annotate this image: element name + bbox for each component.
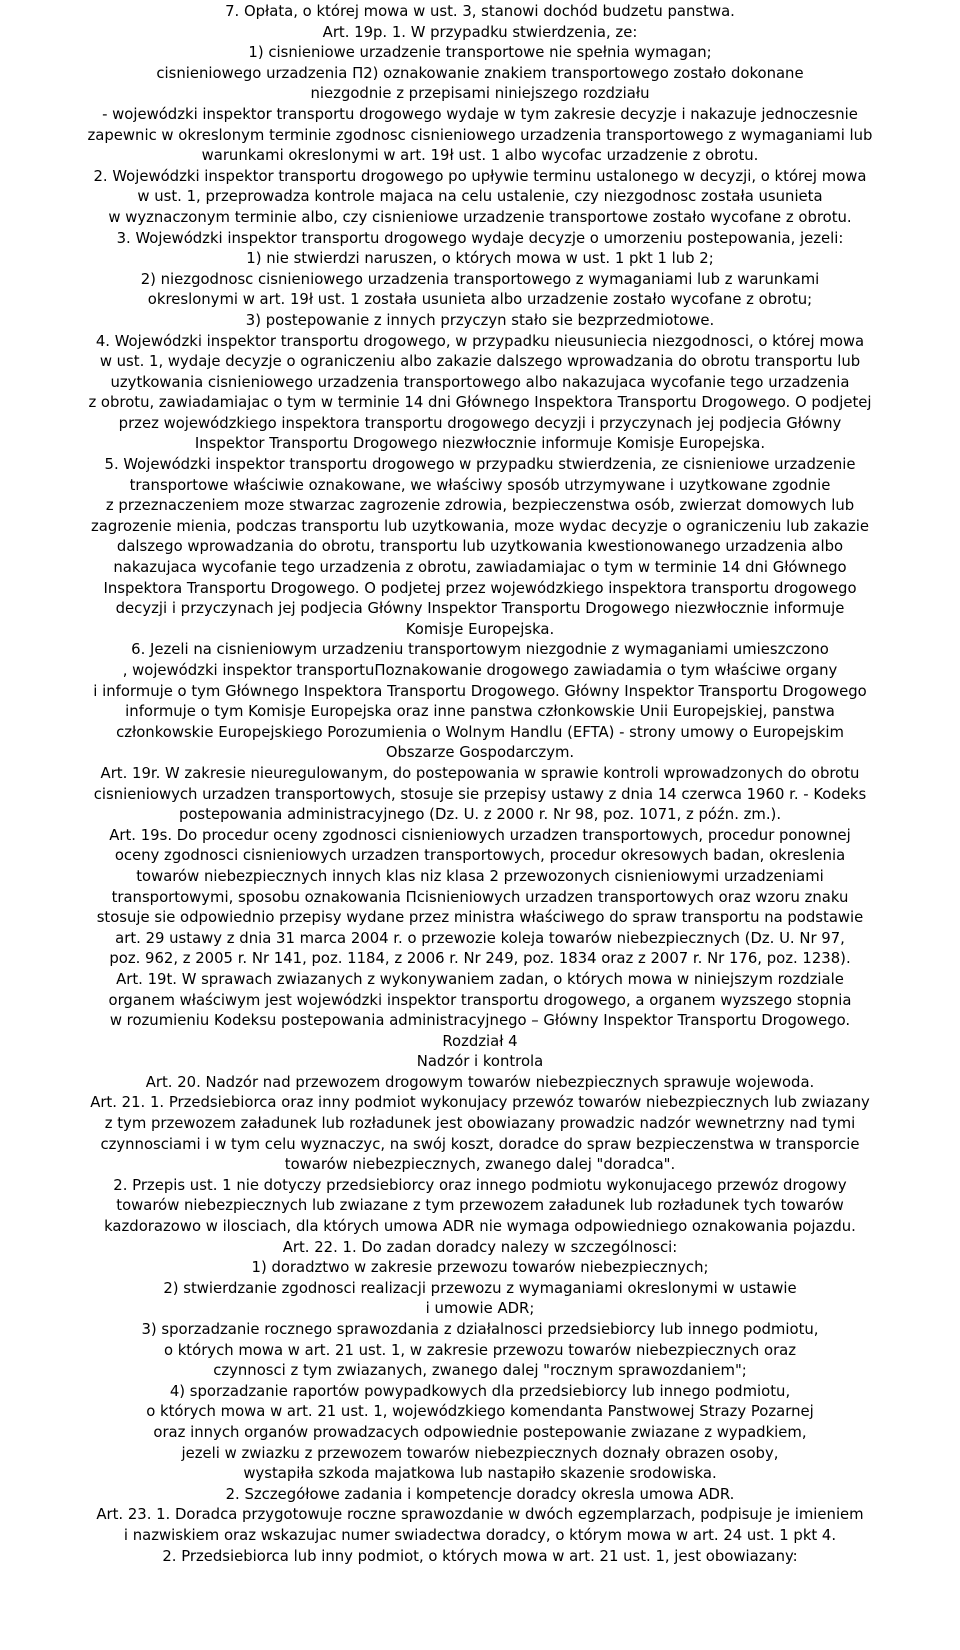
text-line: niezgodnie z przepisami niniejszego rozdziału: [310, 85, 650, 103]
text-line: czynnosci z tym zwiazanych, zwanego dalej "rocznym sprawozdaniem";: [213, 1362, 747, 1380]
text-line: uzytkowania cisnieniowego urzadzenia transportowego albo nakazujaca wycofanie tego urzadzenia: [110, 373, 850, 391]
text-line: Art. 22. 1. Do zadan doradcy nalezy w szczególnosci:: [282, 1238, 678, 1256]
text-line: postepowania administracyjnego (Dz. U. z 2000 r. Nr 98, poz. 1071, z późn. zm.).: [178, 806, 782, 824]
text-line: organem właściwym jest wojewódzki inspektor transportu drogowego, a organem wyzszego stopnia: [108, 991, 852, 1009]
text-line: z obrotu, zawiadamiajac o tym w terminie 14 dni Głównego Inspektora Transportu Drogowego. O podjetej: [88, 394, 872, 412]
text-line: Art. 21. 1. Przedsiebiorca oraz inny podmiot wykonujacy przewóz towarów niebezpiecznych lub zwiazany: [90, 1094, 870, 1112]
text-line: 2. Szczegółowe zadania i kompetencje doradcy okresla umowa ADR.: [225, 1485, 735, 1503]
text-line: i informuje o tym Głównego Inspektora Transportu Drogowego. Główny Inspektor Transportu Drogowego: [93, 682, 867, 700]
text-line: cisnieniowego urzadzenia П2) oznakowanie znakiem transportowego zostało dokonane: [156, 64, 804, 82]
text-line: informuje o tym Komisje Europejska oraz inne panstwa członkowskie Unii Europejskiej, panstwa: [125, 703, 835, 721]
text-line: 2) niezgodnosc cisnieniowego urzadzenia transportowego z wymaganiami lub z warunkami: [140, 270, 820, 288]
text-line: wystapiła szkoda majatkowa lub nastapiło skazenie srodowiska.: [243, 1465, 717, 1483]
text-line: w ust. 1, przeprowadza kontrole majaca na celu ustalenie, czy niezgodnosc została usunieta: [137, 188, 823, 206]
text-line: Inspektora Transportu Drogowego. O podjetej przez wojewódzkiego inspektora transportu drogowego: [103, 579, 857, 597]
text-line: w rozumieniu Kodeksu postepowania administracyjnego – Główny Inspektor Transportu Drogowego.: [109, 1012, 851, 1030]
text-line: towarów niebezpiecznych, zwanego dalej "doradca".: [284, 1156, 676, 1174]
text-line: - wojewódzki inspektor transportu drogowego wydaje w tym zakresie decyzje i nakazuje jednoczesnie: [102, 105, 858, 123]
text-line: Nadzór i kontrola: [416, 1053, 544, 1071]
text-line: Komisje Europejska.: [405, 620, 555, 638]
text-line: jezeli w zwiazku z przewozem towarów niebezpiecznych doznały obrazen osoby,: [181, 1444, 779, 1462]
text-line: z tym przewozem załadunek lub rozładunek jest obowiazany prowadzic nadzór wewnetrzny nad tymi: [104, 1115, 856, 1133]
text-line: towarów niebezpiecznych lub zwiazane z tym przewozem załadunek lub rozładunek tych towarów: [116, 1197, 844, 1215]
text-line: 2. Wojewódzki inspektor transportu drogowego po upływie terminu ustalonego w decyzji, o której mowa: [93, 167, 867, 185]
text-line: oraz innych organów prowadzacych odpowiednie postepowanie zwiazane z wypadkiem,: [153, 1423, 807, 1441]
text-line: w wyznaczonym terminie albo, czy cisnieniowe urzadzenie transportowe zostało wycofane z obrotu.: [108, 208, 852, 226]
text-line: , wojewódzki inspektor transportuПoznakowanie drogowego zawiadamia o tym właściwe organy: [122, 662, 838, 679]
text-line: transportowe właściwie oznakowane, we właściwy sposób utrzymywane i uzytkowane zgodnie: [129, 476, 831, 494]
text-line: dalszego wprowadzania do obrotu, transportu lub uzytkowania kwestionowanego urzadzenia albo: [116, 538, 844, 556]
text-line: Inspektor Transportu Drogowego niezwłocznie informuje Komisje Europejska.: [194, 435, 766, 453]
text-line: zagrozenie mienia, podczas transportu lub uzytkowania, moze wydac decyzje o ograniczeniu lub zakazie: [90, 517, 870, 535]
text-line: i umowie ADR;: [425, 1300, 535, 1318]
text-line: o których mowa w art. 21 ust. 1, w zakresie przewozu towarów niebezpiecznych oraz: [163, 1341, 797, 1359]
text-line: Art. 19r. W zakresie nieuregulowanym, do postepowania w sprawie kontroli wprowadzonych do obrotu: [100, 764, 860, 782]
text-line: Obszarze Gospodarczym.: [385, 744, 575, 762]
text-line: 2) stwierdzanie zgodnosci realizacji przewozu z wymaganiami okreslonymi w ustawie: [163, 1279, 797, 1297]
text-line: 5. Wojewódzki inspektor transportu drogowego w przypadku stwierdzenia, ze cisnieniowe urzadzenie: [104, 456, 856, 474]
text-line: Art. 19p. 1. W przypadku stwierdzenia, ze:: [322, 23, 638, 41]
text-line: 4. Wojewódzki inspektor transportu drogowego, w przypadku nieusuniecia niezgodnosci, o której mowa: [95, 332, 865, 350]
text-line: Art. 19s. Do procedur oceny zgodnosci cisnieniowych urzadzen transportowych, procedur ponownej: [109, 826, 851, 844]
text-line: towarów niebezpiecznych innych klas niz klasa 2 przewozonych cisnieniowymi urzadzeniami: [136, 867, 824, 885]
text-line: 2. Przepis ust. 1 nie dotyczy przedsiebiorcy oraz innego podmiotu wykonujacego przewóz drogowy: [113, 1176, 847, 1194]
text-line: czynnosciami i w tym celu wyznaczyc, na swój koszt, doradce do spraw bezpieczenstwa w transporcie: [100, 1135, 860, 1153]
text-line: Art. 23. 1. Doradca przygotowuje roczne sprawozdanie w dwóch egzemplarzach, podpisuje je imieniem: [96, 1506, 864, 1524]
text-line: Art. 20. Nadzór nad przewozem drogowym towarów niebezpiecznych sprawuje wojewoda.: [145, 1073, 815, 1091]
text-line: warunkami okreslonymi w art. 19ł ust. 1 albo wycofac urzadzenie z obrotu.: [201, 147, 759, 165]
text-line: Art. 19t. W sprawach zwiazanych z wykonywaniem zadan, o których mowa w niniejszym rozdziale: [116, 970, 844, 988]
text-line: zapewnic w okreslonym terminie zgodnosc cisnieniowego urzadzenia transportowego z wymaganiami lub: [87, 126, 873, 144]
text-line: przez wojewódzkiego inspektora transportu drogowego decyzji i przyczynach jej podjecia Główny: [118, 414, 842, 432]
text-line: okreslonymi w art. 19ł ust. 1 została usunieta albo urzadzenie zostało wycofane z obrotu;: [147, 291, 813, 309]
text-line: stosuje sie odpowiednio przepisy wydane przez ministra właściwego do spraw transportu na podstawie: [96, 909, 864, 927]
text-line: 6. Jezeli na cisnieniowym urzadzeniu transportowym niezgodnie z wymaganiami umieszczono: [131, 641, 829, 659]
text-line: członkowskie Europejskiego Porozumienia o Wolnym Handlu (EFTA) - strony umowy o Europejskim: [116, 723, 844, 741]
text-line: 4) sporzadzanie raportów powypadkowych dla przedsiebiorcy lub innego podmiotu,: [169, 1382, 791, 1400]
text-line: i nazwiskiem oraz wskazujac numer swiadectwa doradcy, o którym mowa w art. 24 ust. 1 pkt 4.: [123, 1526, 837, 1544]
text-line: poz. 962, z 2005 r. Nr 141, poz. 1184, z 2006 r. Nr 249, poz. 1834 oraz z 2007 r. Nr 176, poz. 1238).: [109, 950, 851, 968]
text-line: 3. Wojewódzki inspektor transportu drogowego wydaje decyzje o umorzeniu postepowania, jezeli:: [116, 229, 844, 247]
text-line: 3) sporzadzanie rocznego sprawozdania z działalnosci przedsiebiorcy lub innego podmiotu,: [141, 1321, 819, 1338]
text-line: oceny zgodnosci cisnieniowych urzadzen transportowych, procedur okresowych badan, okreslenia: [114, 847, 846, 865]
text-line: 3) postepowanie z innych przyczyn stało sie bezprzedmiotowe.: [245, 311, 715, 329]
text-line: 7. Opłata, o której mowa w ust. 3, stanowi dochód budzetu panstwa.: [225, 3, 735, 20]
text-line: nakazujaca wycofanie tego urzadzenia z obrotu, zawiadamiajac o tym w terminie 14 dni Głównego: [113, 559, 847, 577]
text-line: 1) doradztwo w zakresie przewozu towarów niebezpiecznych;: [251, 1259, 709, 1277]
text-line: 1) cisnieniowe urzadzenie transportowe nie spełnia wymagan;: [248, 44, 712, 62]
text-line: cisnieniowych urzadzen transportowych, stosuje sie przepisy ustawy z dnia 14 czerwca 1960 r. - Kodeks: [93, 785, 867, 803]
text-line: decyzji i przyczynach jej podjecia Główny Inspektor Transportu Drogowego niezwłocznie informuje: [115, 600, 845, 618]
text-line: w ust. 1, wydaje decyzje o ograniczeniu albo zakazie dalszego wprowadzania do obrotu transportu lub: [99, 353, 861, 371]
text-line: 2. Przedsiebiorca lub inny podmiot, o których mowa w art. 21 ust. 1, jest obowiazany:: [162, 1547, 798, 1565]
text-line: o których mowa w art. 21 ust. 1, wojewódzkiego komendanta Panstwowej Strazy Pozarnej: [146, 1403, 814, 1421]
text-line: Rozdział 4: [442, 1032, 518, 1050]
text-line: transportowymi, sposobu oznakowania Пcisnieniowych urzadzen transportowych oraz wzoru znaku: [111, 888, 849, 906]
text-line: kazdorazowo w ilosciach, dla których umowa ADR nie wymaga odpowiedniego oznakowania pojazdu.: [104, 1218, 856, 1236]
text-line: 1) nie stwierdzi naruszen, o których mowa w ust. 1 pkt 1 lub 2;: [246, 250, 714, 268]
text-line: z przeznaczeniem moze stwarzac zagrozenie zdrowia, bezpieczenstwa osób, zwierzat domowych lub: [105, 497, 855, 515]
text-line: art. 29 ustawy z dnia 31 marca 2004 r. o przewozie koleja towarów niebezpiecznych (Dz. U. Nr 97,: [115, 929, 845, 947]
